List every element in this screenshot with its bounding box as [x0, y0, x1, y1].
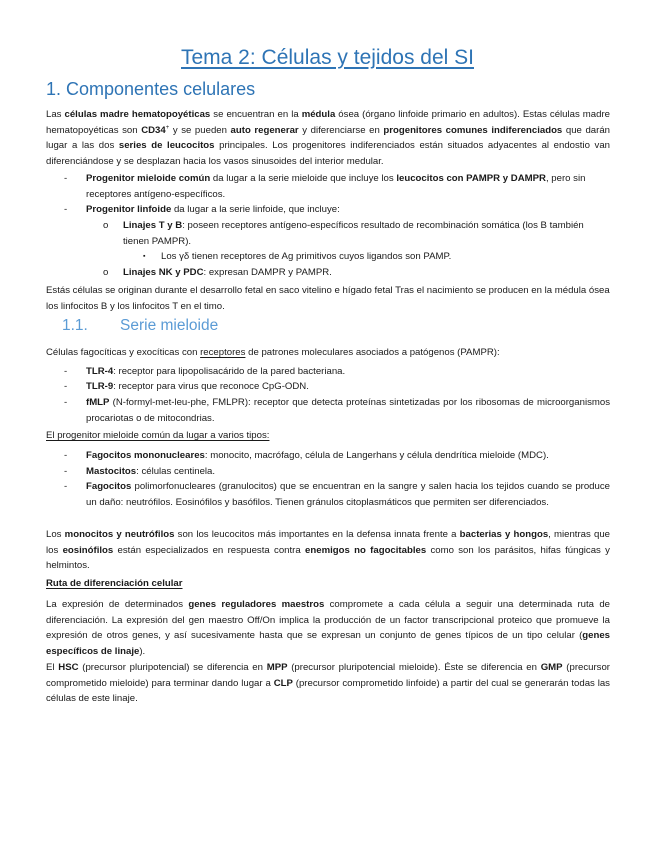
dash-bullet-icon: -: [64, 366, 68, 377]
section-heading-componentes: 1. Componentes celulares: [46, 79, 256, 99]
list-item: - Progenitor linfoide da lugar a la serie linfoide, que incluye:: [64, 202, 610, 218]
list-item: - Mastocitos: células centinela.: [64, 464, 610, 480]
list-item: ▪ Los γδ tienen receptores de Ag primitivos cuyos ligandos son PAMP.: [143, 249, 610, 265]
dash-bullet-icon: -: [64, 481, 68, 492]
circle-bullet-icon: o: [103, 267, 109, 278]
page-title: Tema 2: Células y tejidos del SI: [181, 46, 474, 69]
list-item: o Linajes NK y PDC: expresan DAMPR y PAMPR.: [103, 265, 610, 281]
dash-bullet-icon: -: [64, 466, 68, 477]
list-item: - TLR-4: receptor para lipopolisacárido de la pared bacteriana.: [64, 364, 610, 380]
dash-bullet-icon: -: [64, 450, 68, 461]
origin-paragraph: Estás células se originan durante el desarrollo fetal en saco vitelino e hígado fetal Tras el nacimiento se producen en la médula ósea los linfocitos B y los linfocitos T en el timo.: [46, 285, 610, 312]
dash-bullet-icon: -: [64, 204, 68, 215]
list-item: - Fagocitos mononucleares: monocito, macrófago, célula de Langerhans y célula dendrítica mieloide (MDC).: [64, 448, 610, 464]
route-paragraph-2: El HSC (precursor pluripotencial) se diferencia en MPP (precursor pluripotencial mieloide). Éste se diferencia en GMP (precursor comprometido mieloide) para terminar dando lugar a CLP (precursor comprometido linfoide) a partir del cual se generarán todas las células de este linaje.: [46, 662, 610, 705]
subsection-heading-serie-mieloide: 1.1. Serie mieloide: [62, 317, 219, 334]
mieloide-intro: Células fagocíticas y exocíticas con receptores de patrones moleculares asociados a patógenos (PAMPR):: [46, 347, 500, 358]
list-item: - fMLP (N-formyl-met-leu-phe, FMLPR): receptor que detecta proteínas sintetizadas por los ribosomas de microorganismos procariotas o de mitocondrias.: [64, 397, 610, 424]
list-item: - Progenitor mieloide común da lugar a la serie mieloide que incluye los leucocitos con PAMPR y DAMPR, pero sin receptores antígeno-específicos.: [64, 173, 586, 200]
list-item: o Linajes T y B: poseen receptores antígeno-específicos resultado de recombinación somática (los B también tienen PAMPR).: [103, 220, 584, 247]
types-heading: El progenitor mieloide común da lugar a varios tipos:: [46, 430, 270, 441]
dash-bullet-icon: -: [64, 381, 68, 392]
route-heading: Ruta de diferenciación celular: [46, 578, 183, 589]
summary-paragraph: Los monocitos y neutrófilos son los leucocitos más importantes en la defensa innata frente a bacterias y hongos, mientras que los eosinófilos están especializados en respuesta contra enemigos no fagocitables como son los parásitos, hifas fúngicas y helmintos.: [46, 529, 610, 572]
list-item: - Fagocitos polimorfonucleares (granulocitos) que se encuentran en la sangre y salen hacia los tejidos cuando se produce un daño: neutrófilos. Eosinófilos y basófilos. Tienen gránulos citoplasmáticos que permiten ser diferenciados.: [64, 481, 610, 508]
intro-paragraph: Las células madre hematopoyéticas se encuentran en la médula ósea (órgano linfoide primario en adultos). Estas células madre hematopoyéticas son CD34+ y se pueden auto regenerar y diferenciarse en progenitores comunes indiferenciados que darán lugar a las dos series de leucocitos principales. Los progenitores indiferenciados están situados adyacentes al endostio van diferenciándose y se desplazan hacia los vasos sinusoides del interior medular.: [46, 109, 611, 167]
route-paragraph-1: La expresión de determinados genes reguladores maestros compromete a cada célula a seguir una determinada ruta de diferenciación. La expresión del gen maestro Off/On implica la producción de un factor transcripcional proteico que promueve la expresión de otros genes, y así sucesivamente hasta que se expresan un conjunto de genes típicos de un tipo celular (genes específicos de linaje).: [46, 599, 611, 657]
dash-bullet-icon: -: [64, 173, 68, 184]
dash-bullet-icon: -: [64, 397, 68, 408]
list-item: - TLR-9: receptor para virus que reconoce CpG-ODN.: [64, 379, 610, 395]
circle-bullet-icon: o: [103, 220, 109, 231]
square-bullet-icon: ▪: [143, 253, 146, 260]
